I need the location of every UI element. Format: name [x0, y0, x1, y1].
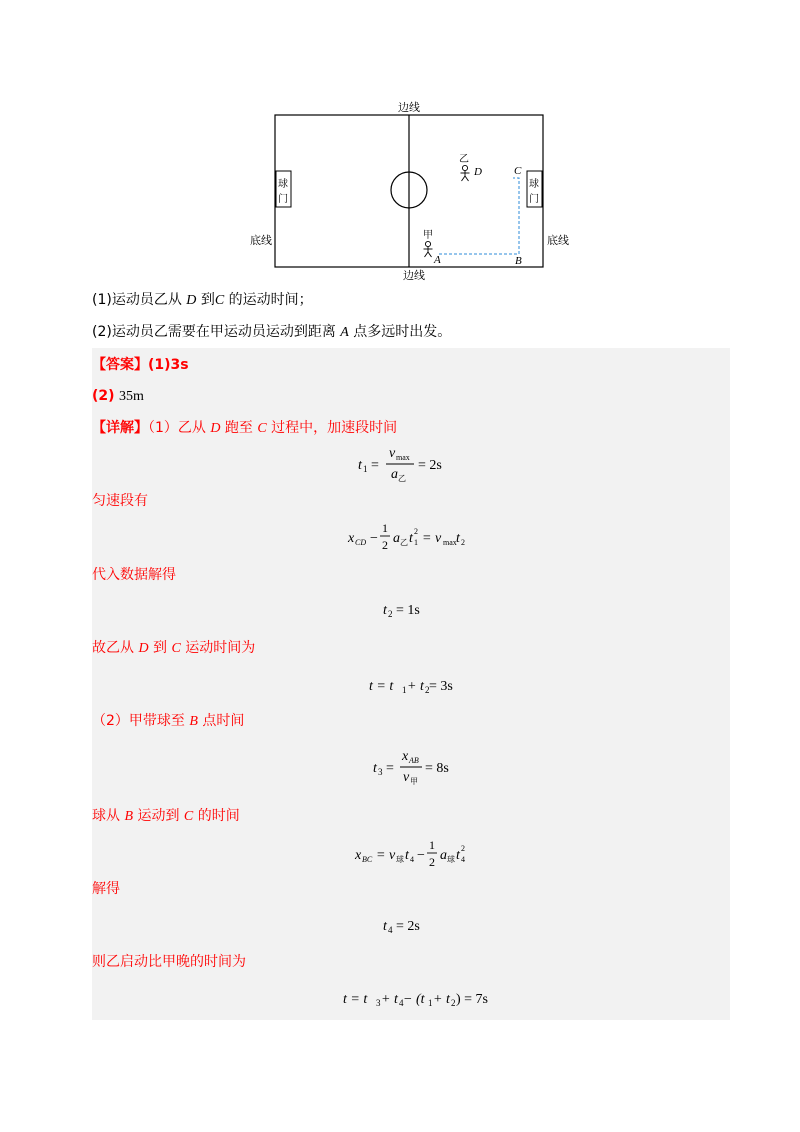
svg-text:2: 2	[451, 998, 456, 1008]
svg-text:甲: 甲	[410, 777, 418, 786]
svg-text:x: x	[348, 531, 355, 546]
svg-text:2: 2	[429, 855, 435, 869]
svg-text:= 1s: = 1s	[396, 603, 420, 618]
sideline-bottom-label: 边线	[403, 269, 425, 282]
baseline-right-label: 底线	[547, 234, 569, 247]
svg-text:= 3s: = 3s	[429, 679, 453, 694]
svg-text:1: 1	[363, 464, 368, 474]
svg-text:3: 3	[376, 998, 381, 1008]
equation-8	[92, 985, 730, 1013]
svg-text:= 2s: = 2s	[396, 919, 420, 934]
point-d-label: D	[474, 166, 482, 178]
svg-text:乙: 乙	[400, 538, 408, 547]
equation-1	[92, 443, 730, 485]
answer-line-1: 【答案】(1)3s	[92, 357, 189, 373]
svg-text:2: 2	[461, 538, 465, 547]
svg-text:2: 2	[388, 609, 393, 619]
svg-text:3: 3	[378, 767, 383, 777]
right-goal-char-2: 门	[529, 194, 539, 205]
svg-text:= 8s: = 8s	[425, 761, 449, 776]
svg-text:1: 1	[402, 685, 407, 695]
svg-text:乙: 乙	[398, 474, 406, 483]
solution-late: 则乙启动比甲晚的时间为	[92, 954, 246, 970]
svg-text:1: 1	[429, 838, 435, 852]
solution-ball: 球从 B 运动到 C 的时间	[92, 808, 240, 824]
left-goal-char-2: 门	[278, 194, 288, 205]
equation-6	[92, 833, 730, 875]
baseline-left-label: 底线	[250, 234, 272, 247]
svg-text:4: 4	[461, 855, 465, 864]
svg-text:t: t	[383, 919, 387, 934]
svg-text:2: 2	[461, 844, 465, 853]
svg-text:t: t	[373, 761, 377, 776]
svg-text:= v: = v	[422, 531, 442, 546]
svg-text:a: a	[391, 467, 398, 482]
solution-uniform: 匀速段有	[92, 493, 148, 509]
svg-text:球: 球	[396, 855, 404, 864]
sideline-top-label: 边线	[398, 101, 420, 114]
left-goal-char-1: 球	[278, 179, 288, 190]
svg-text:t: t	[383, 603, 387, 618]
point-a-label: A	[434, 254, 441, 266]
svg-text:t: t	[405, 848, 409, 863]
svg-text:t: t	[409, 531, 413, 546]
svg-text:t: t	[456, 848, 460, 863]
svg-text:+ t: + t	[381, 992, 398, 1007]
equation-2	[92, 516, 730, 558]
player-jia-icon	[424, 241, 433, 257]
svg-text:a: a	[440, 848, 447, 863]
answer-line-2: (2) 35m	[92, 388, 144, 404]
svg-text:2: 2	[414, 527, 418, 536]
svg-text:= v: = v	[376, 848, 396, 863]
svg-text:t = t: t = t	[369, 679, 394, 694]
path-d-c-b-a	[439, 178, 519, 254]
svg-text:) = 7s: ) = 7s	[456, 992, 489, 1007]
solution-solve: 解得	[92, 881, 120, 897]
svg-text:2: 2	[425, 685, 430, 695]
svg-text:4: 4	[399, 998, 404, 1008]
svg-text:AB: AB	[409, 756, 419, 765]
svg-text:+ t: + t	[407, 679, 424, 694]
svg-text:2: 2	[382, 538, 388, 552]
svg-text:t = t: t = t	[343, 992, 368, 1007]
equation-7	[92, 910, 730, 940]
player-yi-icon	[461, 165, 470, 181]
svg-text:1: 1	[428, 998, 433, 1008]
svg-text:=: =	[371, 458, 379, 473]
svg-text:v: v	[389, 446, 396, 461]
equation-5	[92, 746, 730, 788]
svg-text:4: 4	[388, 925, 393, 935]
svg-text:v: v	[403, 770, 410, 785]
svg-text:= 2s: = 2s	[418, 458, 442, 473]
player-yi-label: 乙	[459, 154, 469, 165]
question-1: (1)运动员乙从 D 到C 的运动时间；	[92, 292, 313, 308]
svg-text:x: x	[402, 749, 409, 764]
point-b-label: B	[515, 255, 522, 267]
svg-text:− (t: − (t	[403, 992, 425, 1007]
svg-text:BC: BC	[362, 855, 373, 864]
svg-text:球: 球	[447, 855, 455, 864]
svg-text:t: t	[358, 458, 362, 473]
svg-text:max: max	[396, 453, 410, 462]
svg-text:max: max	[443, 538, 457, 547]
equation-3	[92, 594, 730, 624]
solution-total: 故乙从 D 到 C 运动时间为	[92, 640, 256, 656]
svg-text:4: 4	[410, 855, 414, 864]
svg-text:t: t	[456, 531, 460, 546]
svg-text:+ t: + t	[433, 992, 450, 1007]
svg-text:1: 1	[414, 538, 418, 547]
svg-text:CD: CD	[355, 538, 367, 547]
svg-text:a: a	[393, 531, 400, 546]
equation-4	[92, 672, 730, 700]
solution-substitute: 代入数据解得	[92, 567, 176, 583]
point-c-label: C	[514, 165, 522, 177]
svg-text:=: =	[386, 761, 394, 776]
svg-text:−: −	[370, 531, 378, 546]
question-2: (2)运动员乙需要在甲运动员运动到距离 A 点多远时出发。	[92, 324, 452, 340]
svg-text:x: x	[355, 848, 362, 863]
svg-text:−: −	[417, 848, 425, 863]
football-field-diagram	[244, 100, 584, 285]
right-goal-char-1: 球	[529, 179, 539, 190]
solution-intro: 【详解】（1）乙从 D 跑至 C 过程中，加速段时间	[92, 420, 398, 436]
solution-part-2: （2）甲带球至 B 点时间	[92, 713, 245, 729]
player-jia-label: 甲	[423, 230, 433, 241]
svg-text:1: 1	[382, 521, 388, 535]
